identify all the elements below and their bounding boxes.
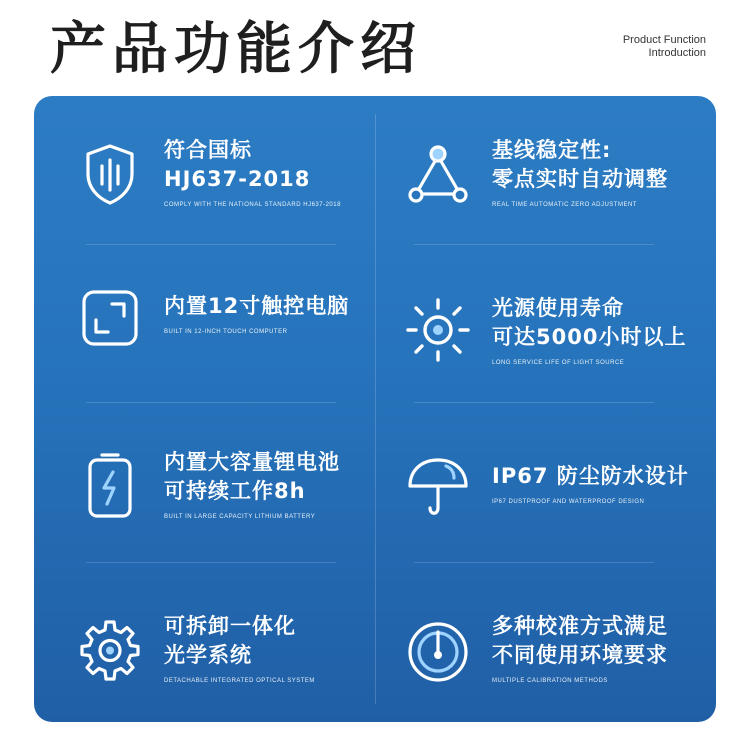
feature-title-line-1: 符合国标	[164, 138, 252, 162]
feature-title-line-2: 零点实时自动调整	[492, 167, 668, 191]
feature-title-line-1: 基线稳定性:	[492, 138, 612, 162]
page-subtitle	[623, 34, 706, 60]
feature-title-line-1: IP67 防尘防水设计	[492, 464, 689, 488]
gear-icon	[76, 618, 144, 686]
feature-english-caption: LONG SERVICE LIFE OF LIGHT SOURCE	[492, 360, 625, 366]
feature-title-line-1: 光源使用寿命	[492, 296, 624, 320]
feature-title-line-1: 可拆卸一体化	[164, 614, 296, 638]
feature-optical-system	[34, 572, 364, 722]
feature-title-line-2: 可持续工作8h	[164, 479, 306, 503]
feature-touch-computer	[34, 254, 364, 404]
feature-ip67-design	[362, 412, 692, 562]
feature-title-line-1: 多种校准方式满足	[492, 614, 668, 638]
feature-english-caption: REAL TIME AUTOMATIC ZERO ADJUSTMENT	[492, 202, 637, 208]
subtitle-line-1: Product Function	[622, 34, 706, 46]
feature-english-caption: DETACHABLE INTEGRATED OPTICAL SYSTEM	[164, 678, 315, 684]
umbrella-icon	[404, 452, 472, 520]
feature-national-standard	[34, 96, 364, 246]
sun-icon	[404, 296, 472, 364]
feature-title-line-1: 内置12寸触控电脑	[164, 294, 350, 318]
feature-title-line-2: HJ637-2018	[164, 167, 311, 191]
feature-light-source-life	[362, 254, 692, 404]
feature-lithium-battery	[34, 412, 364, 562]
row-divider	[86, 562, 336, 563]
page-title: 产品功能介绍	[50, 16, 422, 82]
feature-english-caption: BUILT IN LARGE CAPACITY LITHIUM BATTERY	[164, 514, 316, 520]
feature-calibration-methods	[362, 572, 692, 722]
feature-title-line-1: 内置大容量锂电池	[164, 450, 340, 474]
feature-english-caption: BUILT IN 12-INCH TOUCH COMPUTER	[164, 329, 288, 335]
battery-icon	[76, 452, 144, 520]
feature-english-caption: COMPLY WITH THE NATIONAL STANDARD HJ637-2018	[164, 202, 341, 208]
feature-english-caption: IP67 DUSTPROOF AND WATERPROOF DESIGN	[492, 499, 645, 505]
feature-english-caption: MULTIPLE CALIBRATION METHODS	[492, 678, 608, 684]
feature-baseline-stability	[362, 96, 692, 246]
subtitle-line-2: Introduction	[648, 47, 706, 59]
feature-title-line-2: 光学系统	[164, 643, 252, 667]
shield-icon	[76, 140, 144, 208]
feature-title-line-2: 不同使用环境要求	[492, 643, 668, 667]
triangle-nodes-icon	[404, 140, 472, 208]
feature-panel	[34, 96, 716, 722]
row-divider	[414, 562, 654, 563]
screen-frame-icon	[76, 284, 144, 352]
feature-title-line-2: 可达5000小时以上	[492, 325, 687, 349]
dial-icon	[404, 618, 472, 686]
